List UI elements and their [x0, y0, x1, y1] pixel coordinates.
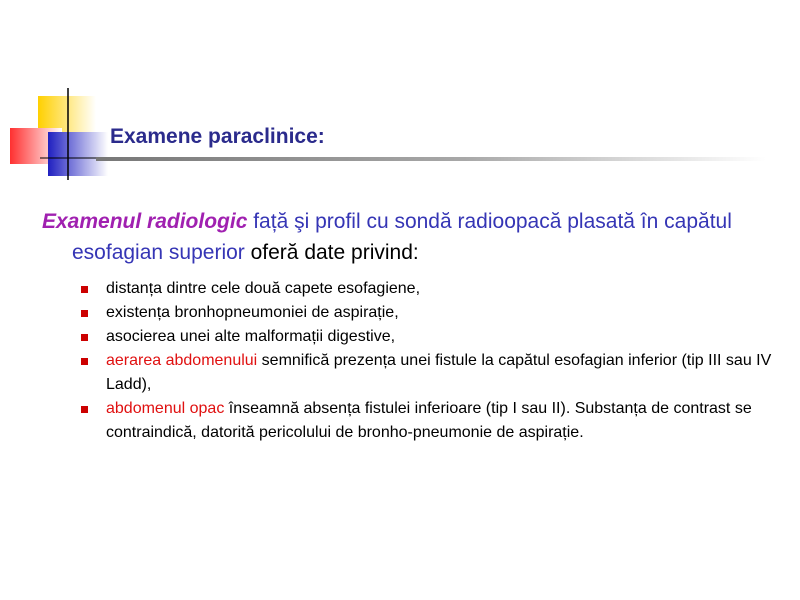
bullet-list [80, 277, 780, 445]
bullet-square-icon [81, 334, 88, 341]
slide-title: Examene paraclinice: [110, 125, 325, 148]
list-item-text: înseamnă absența fistulei inferioare (tip I sau II). Substanța de contrast se contraindică, datorită pericolului de bronho-pneumonie de aspirație. [106, 400, 752, 441]
bullet-square-icon [81, 358, 88, 365]
list-item [80, 277, 780, 301]
lead-rest-text: oferă date privind: [244, 241, 419, 264]
bullet-square-icon [81, 310, 88, 317]
title-decoration [0, 0, 800, 200]
lead-term: Examenul radiologic [42, 210, 248, 233]
lead-blue-text: față şi profil cu sondă radioopacă plasată în capătul esofagian superior [72, 210, 732, 264]
list-item-text: semnifică prezența unei fistule la capătul esofagian inferior (tip III sau IV Ladd), [106, 352, 772, 393]
list-item-text: distanța dintre cele două capete esofagiene, [106, 280, 421, 297]
list-item [80, 349, 780, 397]
list-item [80, 325, 780, 349]
list-item [80, 397, 780, 445]
list-item [80, 301, 780, 325]
bullet-square-icon [81, 406, 88, 413]
title-underline [96, 157, 766, 161]
list-item-text: existența bronhopneumoniei de aspirație, [106, 304, 399, 321]
list-item-highlight: aerarea abdomenului [106, 352, 258, 369]
deco-blue-square [48, 132, 108, 176]
lead-paragraph [42, 206, 800, 268]
list-item-highlight: abdomenul opac [106, 400, 225, 417]
bullet-square-icon [81, 286, 88, 293]
deco-yellow-square [38, 96, 96, 132]
list-item-text: asocierea unei alte malformații digestive, [106, 328, 396, 345]
